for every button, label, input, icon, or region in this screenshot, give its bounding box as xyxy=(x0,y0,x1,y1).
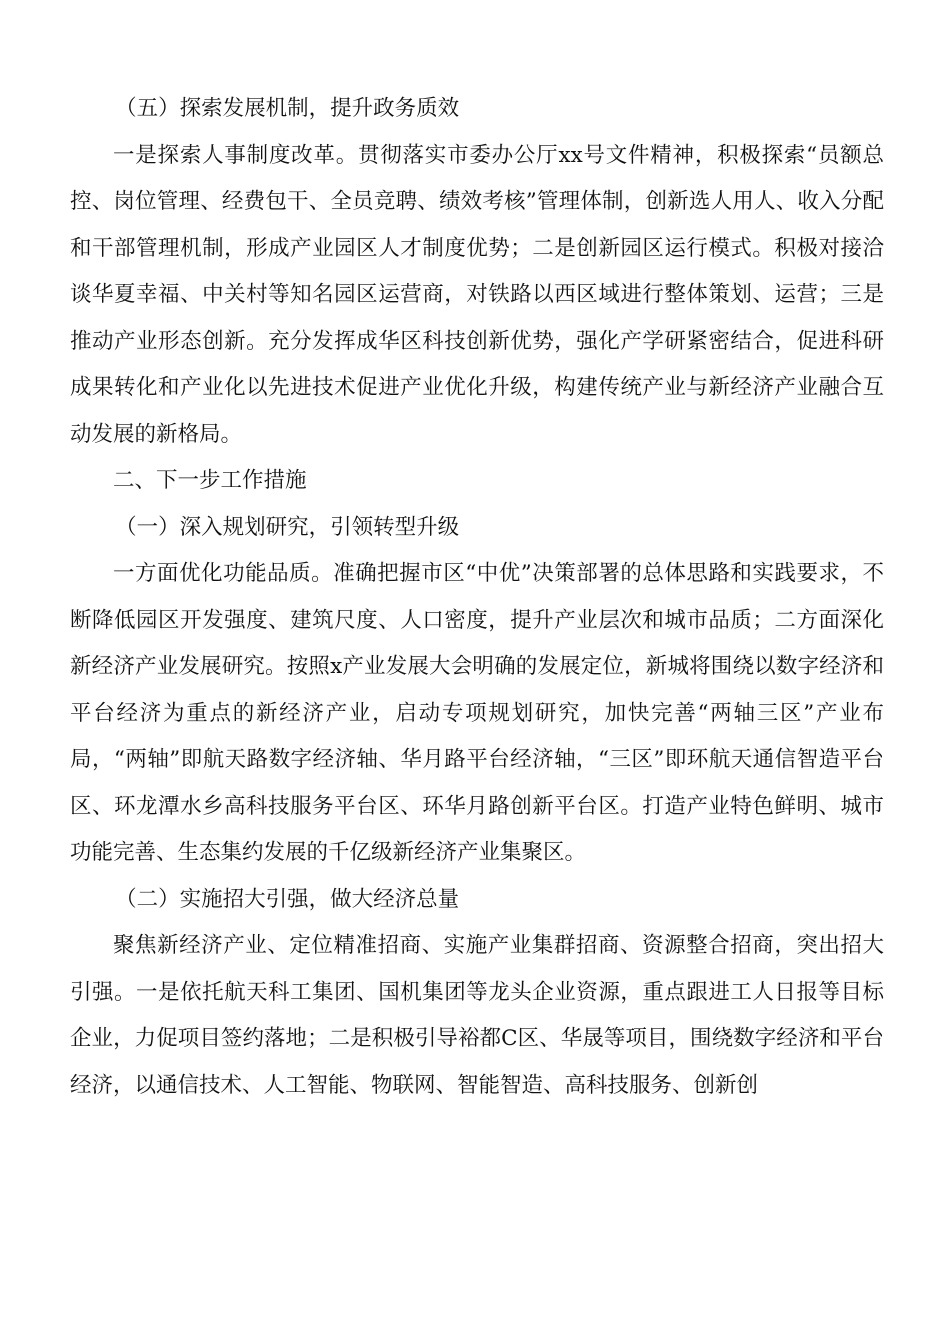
section-heading-5: （五）探索发展机制，提升政务质效 xyxy=(115,96,460,121)
section-heading-next-steps: 二、下一步工作措施 xyxy=(113,468,307,493)
paragraph-personnel-reform: 一是探索人事制度改革。贯彻落实市委办公厅xx号文件精神，积极探索“员额总控、岗位管理、经费包干、全员竞聘、绩效考核”管理体制，创新选人用人、收入分配和干部管理机制，形成产业园区人才制度优势；二是创新园区运行模式。积极对接洽谈华夏幸福、中关村等知名园区运营商，对铁路以西区域进行整体策划、运营；三是推动产业形态创新。充分发挥成华区科技创新优势，强化产学研紧密结合，促进科研成果转化和产业化以先进技术促进产业优化升级，构建传统产业与新经济产业融合互动发展的新格局。 xyxy=(70,142,884,447)
section-heading-2: （二）实施招大引强，做大经济总量 xyxy=(115,886,460,912)
section-heading-1: （一）深入规划研究，引领转型升级 xyxy=(115,514,460,540)
paragraph-planning-research: 一方面优化功能品质。准确把握市区“中优”决策部署的总体思路和实践要求，不断降低园区开发强度、建筑尺度、人口密度，提升产业层次和城市品质；二方面深化新经济产业发展研究。按照x产业发展大会明确的发展定位，新城将围绕以数字经济和平台经济为重点的新经济产业，启动专项规划研究，加快完善“两轴三区”产业布局，“两轴”即航天路数字经济轴、华月路平台经济轴，“三区”即环航天通信智造平台区、环龙潭水乡高科技服务平台区、环华月路创新平台区。打造产业特色鲜明、城市功能完善、生态集约发展的千亿级新经济产业集聚区。 xyxy=(70,561,884,865)
paragraph-investment-attraction: 聚焦新经济产业、定位精准招商、实施产业集群招商、资源整合招商，突出招大引强。一是依托航天科工集团、国机集团等龙头企业资源，重点跟进工人日报等目标企业，力促项目签约落地；二是积极引导裕都C区、华晟等项目，围绕数字经济和平台经济，以通信技术、人工智能、物联网、智能智造、高科技服务、创新创 xyxy=(70,933,884,1098)
document-page xyxy=(70,86,884,1109)
